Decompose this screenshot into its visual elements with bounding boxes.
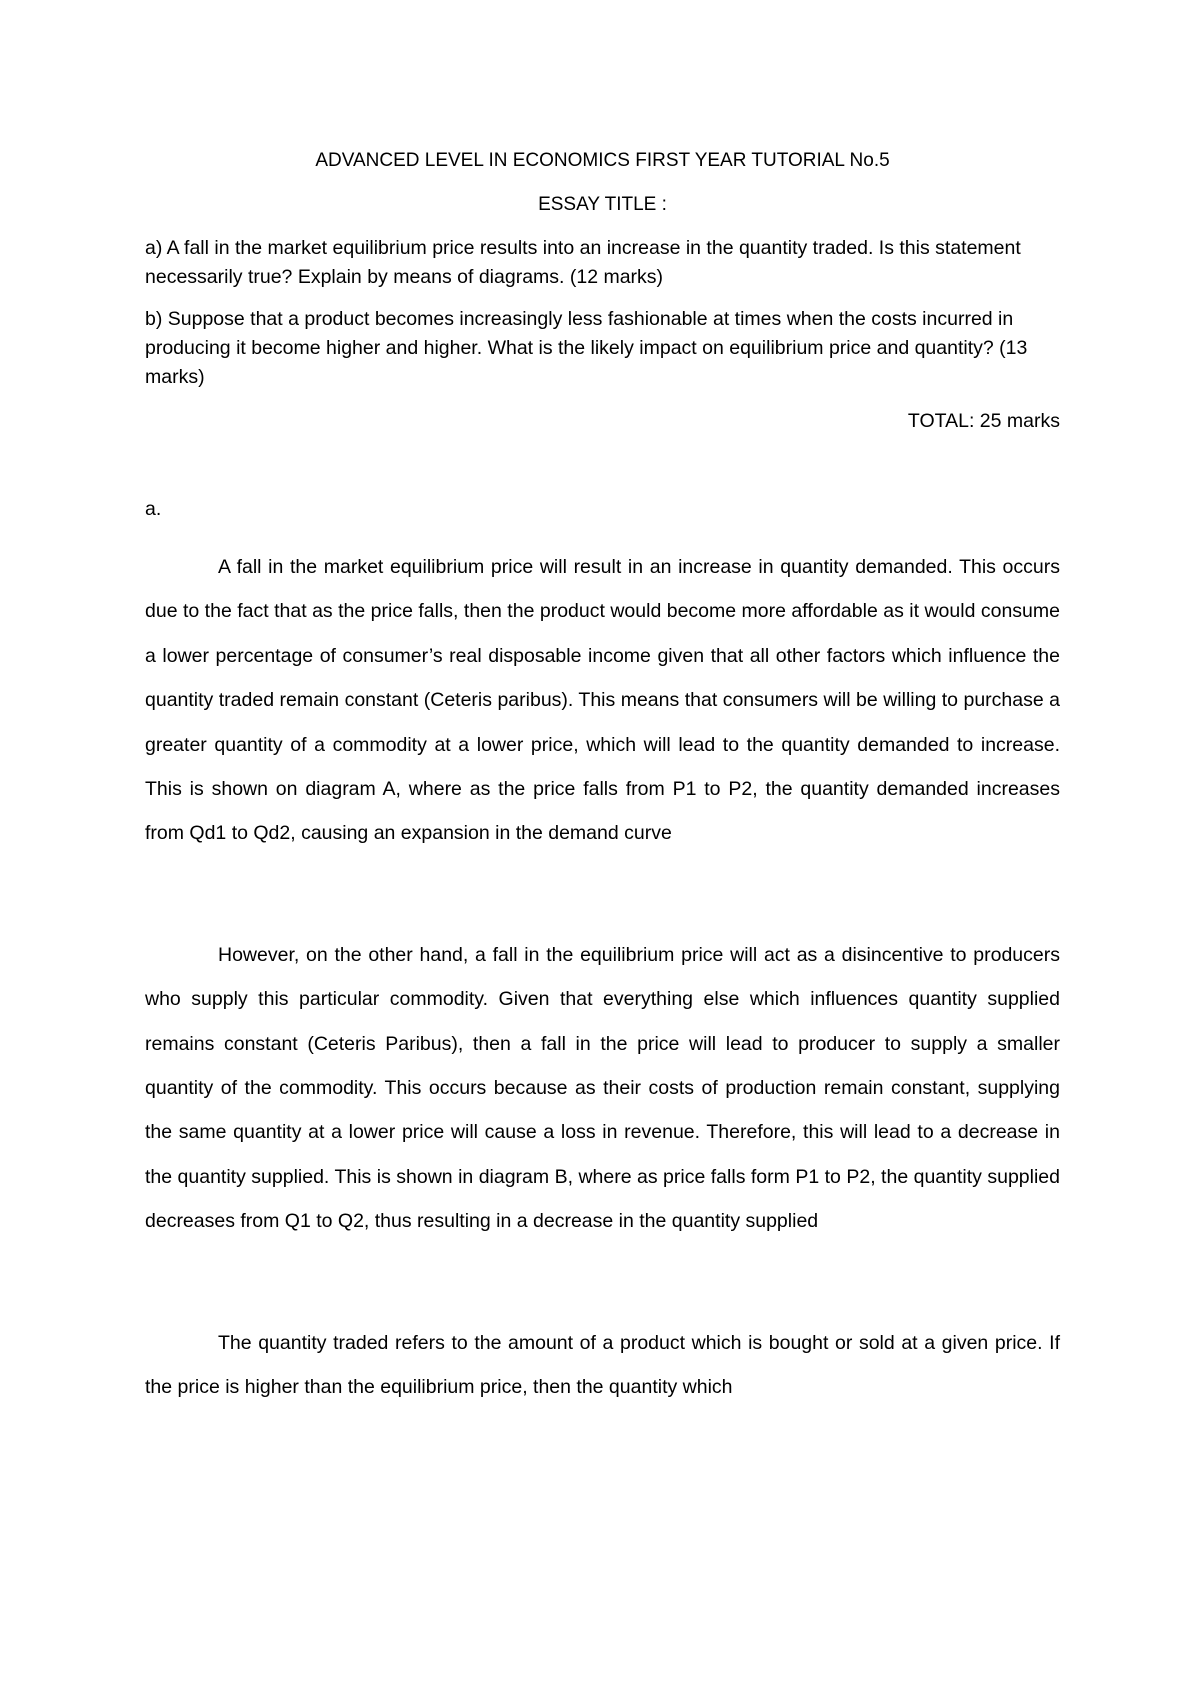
question-b: b) Suppose that a product becomes increasingly less fashionable at times when the costs incurred in producing it become higher and higher. What is the likely impact on equilibrium price and quantity? (13 marks) (145, 308, 1028, 388)
essay-title-label: ESSAY TITLE : (538, 194, 667, 215)
total-marks: TOTAL: 25 marks (907, 410, 1060, 432)
document-body (145, 148, 1060, 1410)
question-a: a) A fall in the market equilibrium price results into an increase in the quantity traded. Is this statement necessarily true? Explain by means of diagrams. (12 marks) (145, 237, 1021, 288)
body-paragraph-1: A fall in the market equilibrium price will result in an increase in quantity demanded. This occurs due to the fact that as the price falls, then the product would become more affordable as it would consume a lower percentage of consumer’s real disposable income given that all other factors which influence the quantity traded remain constant (Ceteris paribus). This means that consumers will be willing to purchase a greater quantity of a commodity at a lower price, which will lead to the quantity demanded to increase. This is shown on diagram A, where as the price falls from P1 to P2, the quantity demanded increases from Qd1 to Qd2, causing an expansion in the demand curve (145, 556, 1060, 845)
document-heading: ADVANCED LEVEL IN ECONOMICS FIRST YEAR TUTORIAL No.5 (315, 150, 890, 171)
body-paragraph-2: However, on the other hand, a fall in the equilibrium price will act as a disincentive to producers who supply this particular commodity. Given that everything else which influences quantity supplied remains constant (Ceteris Paribus), then a fall in the price will lead to producer to supply a smaller quantity of the commodity. This occurs because as their costs of production remain constant, supplying the same quantity at a lower price will cause a loss in revenue. Therefore, this will lead to a decrease in the quantity supplied. This is shown in diagram B, where as price falls form P1 to P2, the quantity supplied decreases from Q1 to Q2, thus resulting in a decrease in the quantity supplied (145, 943, 1060, 1233)
body-paragraph-3: The quantity traded refers to the amount of a product which is bought or sold at a given price. If the price is higher than the equilibrium price, then the quantity which (145, 1331, 1060, 1399)
section-label-a: a. (145, 498, 162, 520)
